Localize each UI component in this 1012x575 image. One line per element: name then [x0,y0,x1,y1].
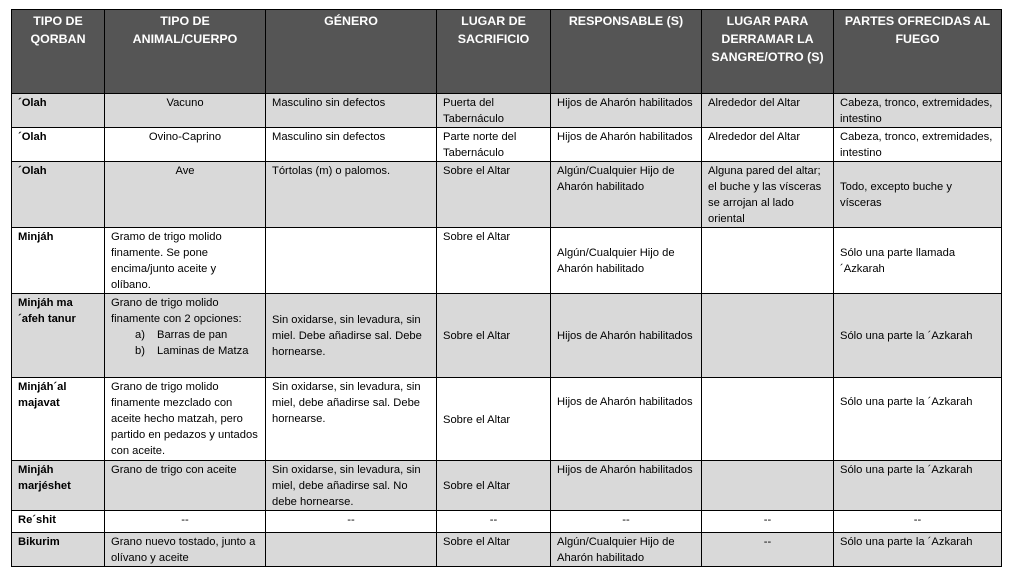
header-partes-fuego: PARTES OFRECIDAS AL FUEGO [834,10,1002,94]
cell-qorban: Minjáh [12,228,105,294]
header-responsable: RESPONSABLE (S) [551,10,702,94]
cell-qorban: ´Olah [12,162,105,228]
cell-partes: Sólo una parte la ´Azkarah [834,294,1002,378]
header-tipo-qorban: TIPO DE QORBAN [12,10,105,94]
cell-animal: Ovino-Caprino [105,128,266,162]
cell-responsable: Hijos de Aharón habilitados [551,378,702,461]
cell-genero: Sin oxidarse, sin levadura, sin miel, debe añadirse sal. Debe hornearse. [266,378,437,461]
cell-qorban: ´Olah [12,128,105,162]
cell-genero: Masculino sin defectos [266,128,437,162]
cell-qorban: ´Olah [12,94,105,128]
cell-responsable: Hijos de Aharón habilitados [551,94,702,128]
cell-genero: -- [266,511,437,533]
cell-responsable: -- [551,511,702,533]
header-row [12,10,1002,94]
cell-genero: Masculino sin defectos [266,94,437,128]
cell-genero [266,533,437,567]
cell-sangre [702,461,834,511]
cell-sangre [702,378,834,461]
cell-sangre: Alrededor del Altar [702,94,834,128]
cell-responsable: Hijos de Aharón habilitados [551,294,702,378]
cell-genero: Sin oxidarse, sin levadura, sin miel, debe añadirse sal. No debe hornearse. [266,461,437,511]
cell-lugar: Sobre el Altar [437,228,551,294]
cell-genero [266,228,437,294]
cell-partes: Todo, excepto buche y vísceras [834,162,1002,228]
cell-sangre: Alguna pared del altar; el buche y las vísceras se arrojan al lado oriental [702,162,834,228]
header-tipo-animal: TIPO DE ANIMAL/CUERPO [105,10,266,94]
cell-lugar: -- [437,511,551,533]
table-row [12,162,1002,228]
cell-animal [105,294,266,378]
cell-qorban: Minjáh marjéshet [12,461,105,511]
cell-qorban: Minjáh ma´afeh tanur [12,294,105,378]
cell-qorban: Bikurim [12,533,105,567]
table-row [12,94,1002,128]
table-row [12,128,1002,162]
cell-sangre [702,228,834,294]
cell-animal: -- [105,511,266,533]
cell-partes: Sólo una parte la ´Azkarah [834,378,1002,461]
cell-partes: Sólo una parte la ´Azkarah [834,533,1002,567]
table-row [12,228,1002,294]
cell-lugar: Parte norte del Tabernáculo [437,128,551,162]
cell-animal: Grano nuevo tostado, junto a olívano y aceite [105,533,266,567]
options-list [111,327,259,359]
cell-animal: Grano de trigo molido finamente mezclado con aceite hecho matzah, pero partido en pedazos y untados con aceite. [105,378,266,461]
cell-responsable: Algún/Cualquier Hijo de Aharón habilitado [551,228,702,294]
cell-lugar: Puerta del Tabernáculo [437,94,551,128]
cell-genero: Tórtolas (m) o palomos. [266,162,437,228]
header-lugar-sacrificio: LUGAR DE SACRIFICIO [437,10,551,94]
cell-animal: Grano de trigo con aceite [105,461,266,511]
table-row [12,294,1002,378]
cell-sangre [702,294,834,378]
qorban-table-container [11,9,1002,567]
animal-text: Grano de trigo molido finamente con 2 opciones: [111,297,242,325]
cell-responsable: Algún/Cualquier Hijo de Aharón habilitado [551,162,702,228]
cell-partes: Cabeza, tronco, extremidades, intestino [834,128,1002,162]
cell-genero: Sin oxidarse, sin levadura, sin miel. Debe añadirse sal. Debe hornearse. [266,294,437,378]
cell-sangre: Alrededor del Altar [702,128,834,162]
cell-animal: Vacuno [105,94,266,128]
cell-responsable: Hijos de Aharón habilitados [551,128,702,162]
cell-partes: Cabeza, tronco, extremidades, intestino [834,94,1002,128]
cell-partes: -- [834,511,1002,533]
cell-sangre: -- [702,533,834,567]
qorban-table [11,9,1002,567]
cell-responsable: Hijos de Aharón habilitados [551,461,702,511]
table-row [12,461,1002,511]
option-item: Laminas de Matza [157,345,249,357]
cell-sangre: -- [702,511,834,533]
cell-animal: Ave [105,162,266,228]
header-genero: GÉNERO [266,10,437,94]
table-row [12,511,1002,533]
cell-lugar: Sobre el Altar [437,378,551,461]
cell-lugar: Sobre el Altar [437,294,551,378]
table-row [12,533,1002,567]
cell-qorban: Re´shit [12,511,105,533]
cell-lugar: Sobre el Altar [437,461,551,511]
option-item: Barras de pan [157,329,228,341]
cell-partes: Sólo una parte llamada ´Azkarah [834,228,1002,294]
cell-animal: Gramo de trigo molido finamente. Se pone encima/junto aceite y olíbano. [105,228,266,294]
cell-qorban: Minjáh´al majavat [12,378,105,461]
cell-lugar: Sobre el Altar [437,162,551,228]
cell-lugar: Sobre el Altar [437,533,551,567]
table-row [12,378,1002,461]
cell-partes: Sólo una parte la ´Azkarah [834,461,1002,511]
header-lugar-sangre: LUGAR PARA DERRAMAR LA SANGRE/OTRO (S) [702,10,834,94]
cell-responsable: Algún/Cualquier Hijo de Aharón habilitado [551,533,702,567]
